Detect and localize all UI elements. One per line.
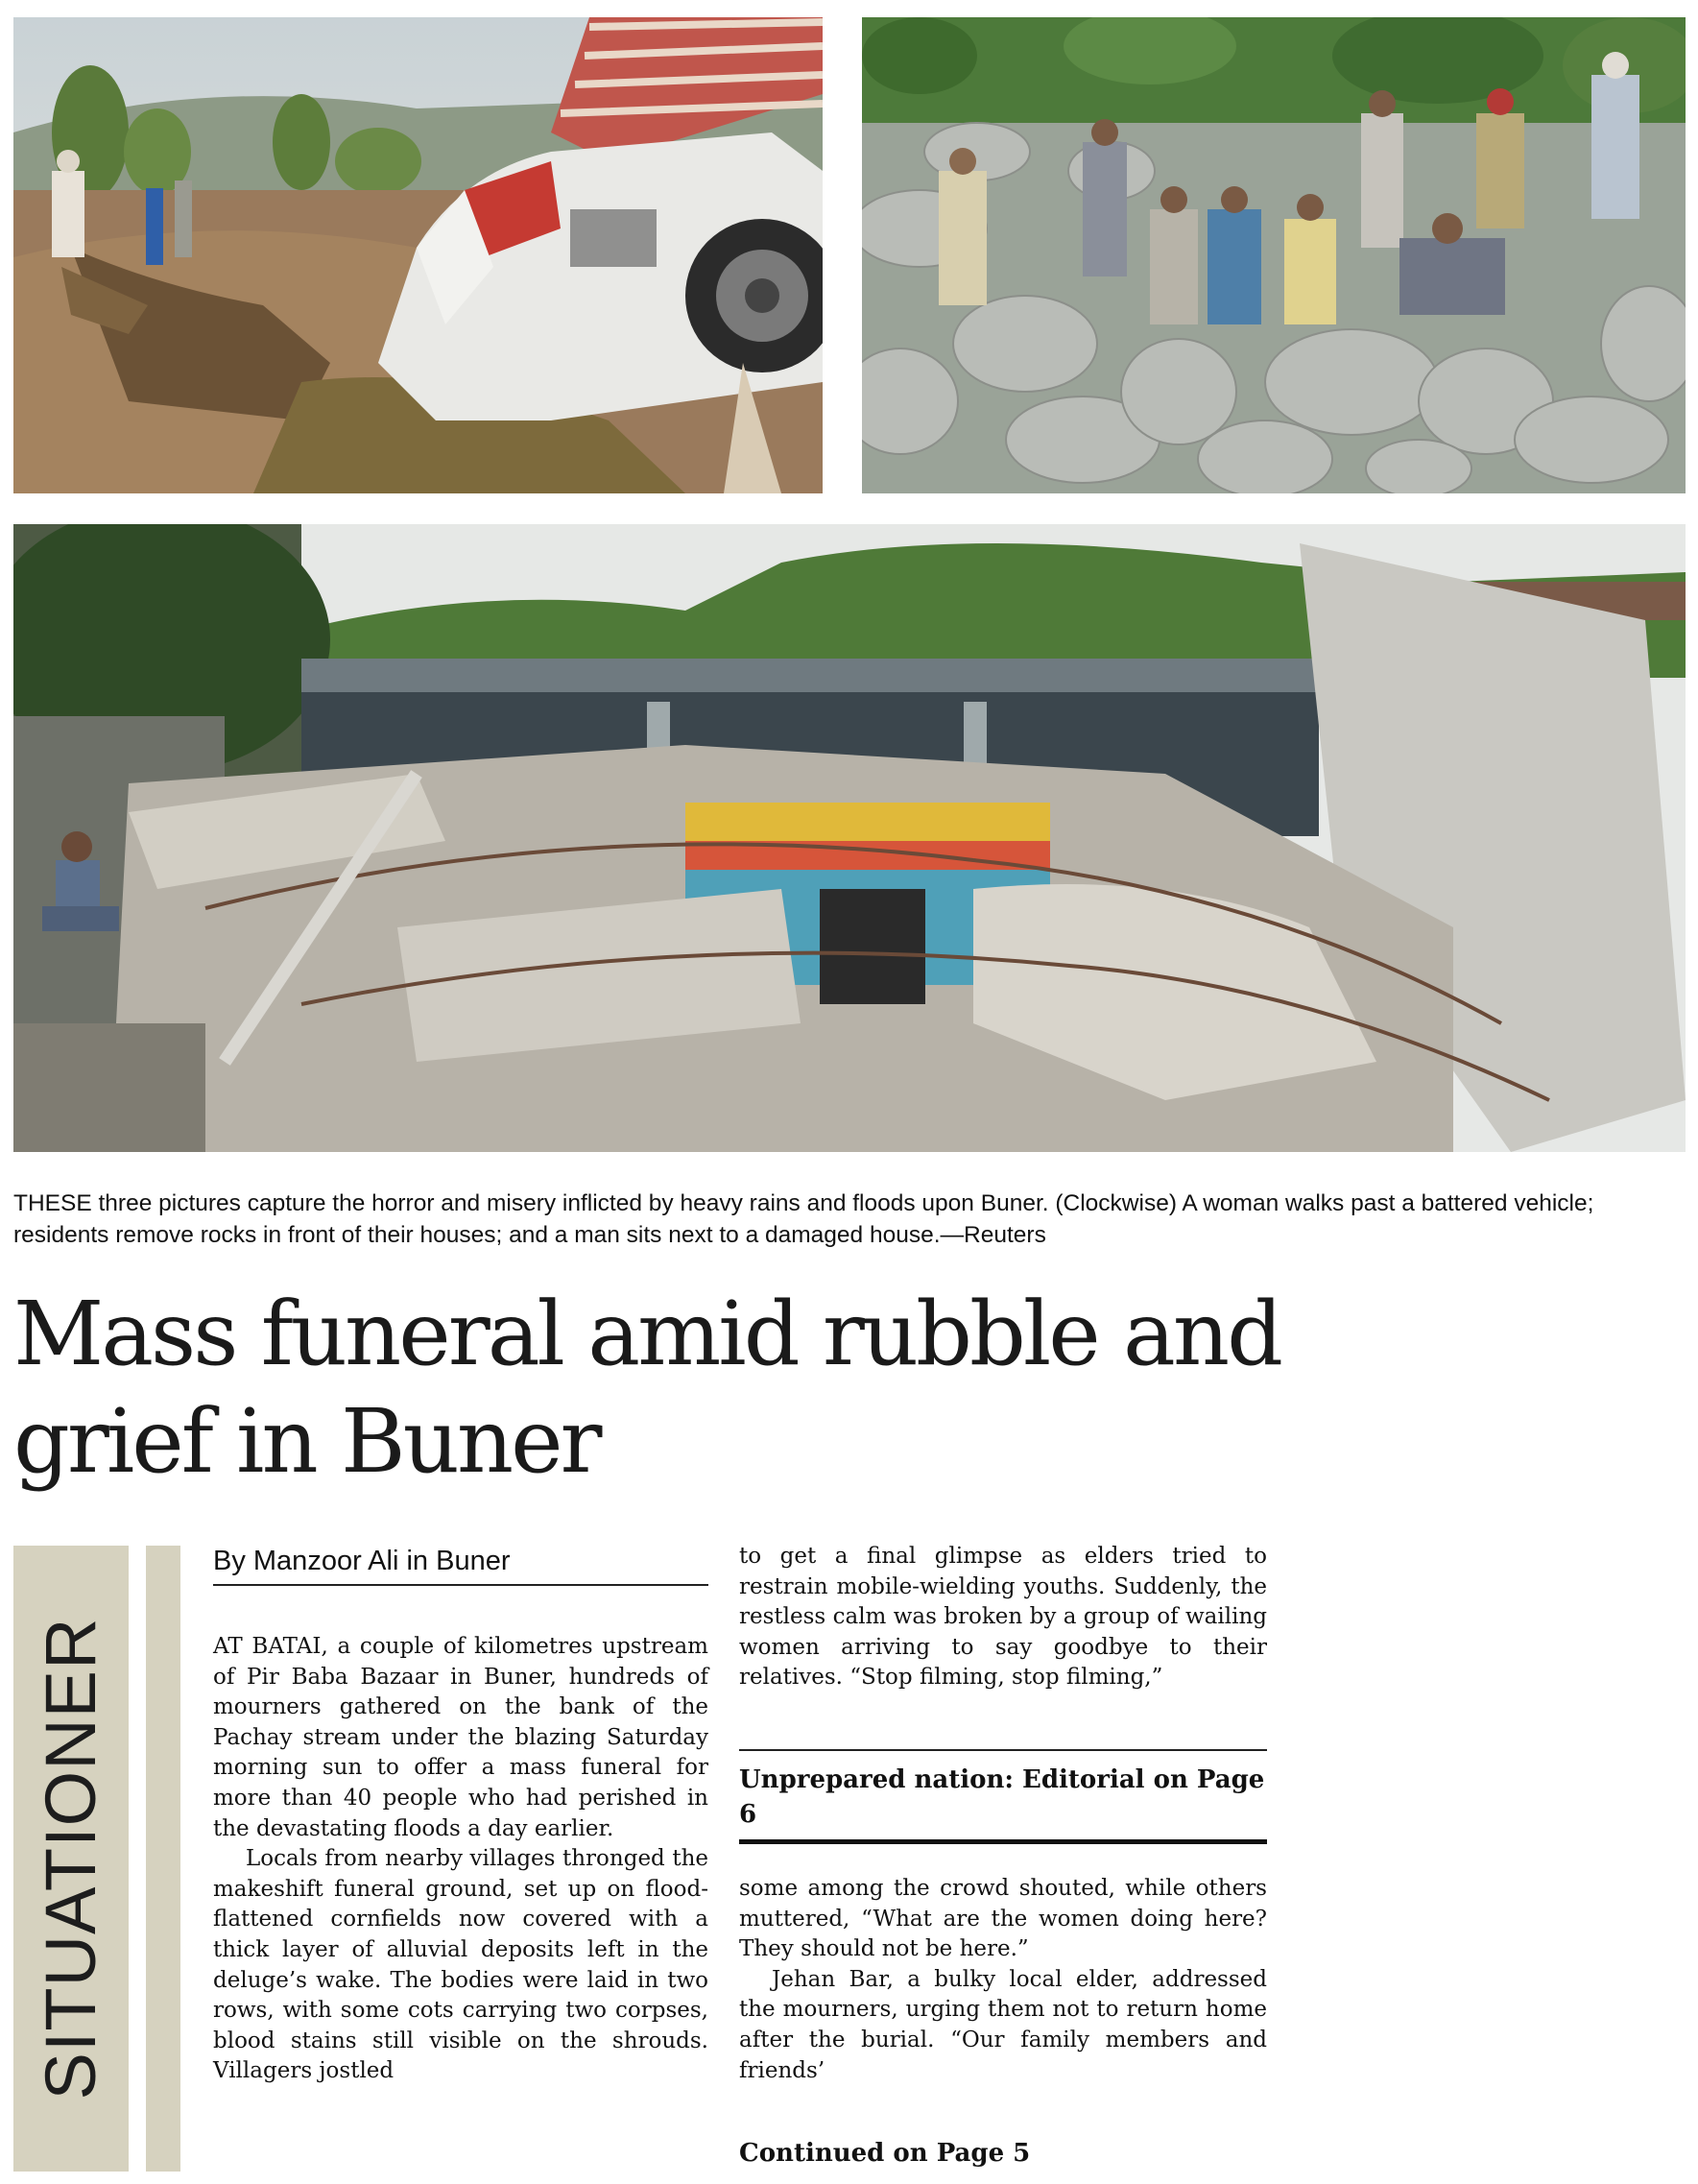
article-paragraph: to get a final glimpse as elders tried to restrain mobile-wielding youths. Suddenly, the restless calm was broken by a group of wailing women arriving to say goodbye to their relatives. “Stop filming, stop filming,”	[739, 1544, 1267, 1691]
editorial-box-bottom-rule	[739, 1839, 1267, 1844]
photo-battered-vehicle	[13, 17, 823, 493]
article-paragraph: Locals from nearby villages thronged the makeshift funeral ground, set up on flood-flattened cornfields now covered with a thick layer of alluvial deposits left in the deluge’s wake. The bodies were laid in two rows, with some cots carrying two corpses, blood stains still visible on the shrouds. Villagers jostled	[213, 1846, 708, 2084]
section-label: SITUATIONER	[31, 1617, 110, 2100]
article-column-2-bottom	[739, 1874, 1267, 2086]
photo-damaged-house	[13, 524, 1686, 1152]
article-column-2-top	[739, 1542, 1267, 1693]
article-paragraph: some among the crowd shouted, while others muttered, “What are the women doing here? They should not be here.”	[739, 1876, 1267, 1962]
photo-caption: THESE three pictures capture the horror and misery inflicted by heavy rains and floods upon Buner. (Clockwise) A woman walks past a battered vehicle; residents remove rocks in front of their houses; and a man sits next to a damaged house.—Reuters	[13, 1190, 1594, 1248]
byline-divider	[213, 1584, 708, 1586]
editorial-reference: Unprepared nation: Editorial on Page 6	[739, 1765, 1265, 1829]
photo-residents-removing-rocks	[862, 17, 1686, 493]
section-label-stripe	[146, 1546, 180, 2172]
article-paragraph: AT BATAI, a couple of kilometres upstream of Pir Baba Bazaar in Buner, hundreds of mourners gathered on the bank of the Pachay stream under the blazing Saturday morning sun to offer a mass funeral for more than 40 people who had perished in the devastating floods a day earlier.	[213, 1634, 708, 1841]
article-paragraph: Jehan Bar, a bulky local elder, addressed the mourners, urging them not to return home after the burial. “Our family members and friends’	[739, 1966, 1267, 2083]
continued-reference: Continued on Page 5	[739, 2139, 1031, 2168]
article-column-1	[213, 1632, 708, 2087]
headline: Mass funeral amid rubble and grief in Buner	[13, 1283, 1280, 1493]
editorial-box-top-rule	[739, 1749, 1267, 1751]
byline: By Manzoor Ali in Buner	[213, 1546, 511, 1576]
